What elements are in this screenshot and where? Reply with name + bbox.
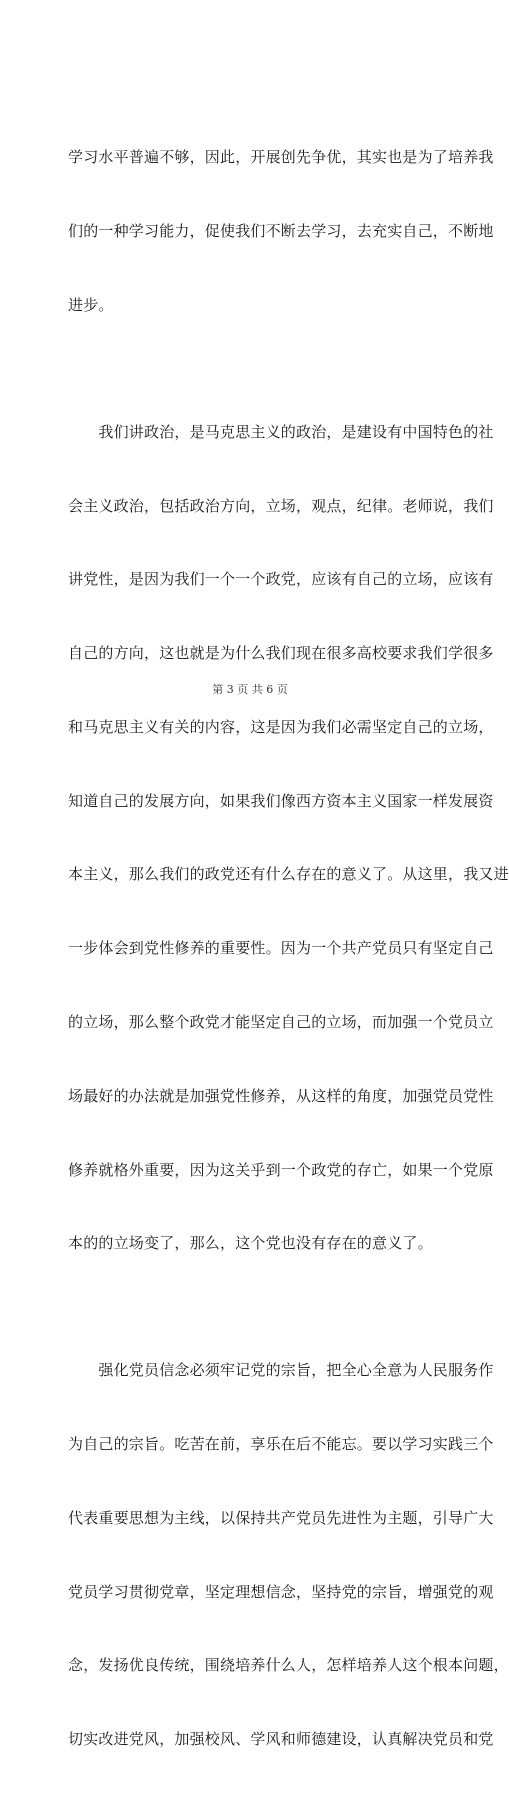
text-line: 强化党员信念必须牢记党的宗旨，把全心全意为人民服务作 (68, 1361, 494, 1380)
text-line: 念，发扬优良传统，围绕培养什么人，怎样培养人这个根本问题， (68, 1656, 509, 1675)
text-line: 学习水平普遍不够，因此，开展创先争优，其实也是为了培养我 (68, 148, 494, 167)
text-line: 会主义政治，包括政治方向，立场，观点，纪律。老师说，我们 (68, 496, 494, 515)
paragraph-1 (68, 96, 494, 367)
text-line: 修养就格外重要，因为这关乎到一个政党的存亡，如果一个党原 (68, 1160, 494, 1179)
paragraph-3 (68, 1309, 509, 1801)
text-line: 本主义，那么我们的政党还有什么存在的意义了。从这里，我又进 (68, 865, 509, 884)
text-line: 为自己的宗旨。吃苦在前，享乐在后不能忘。要以学习实践三个 (68, 1435, 494, 1454)
text-line: 党员学习贯彻党章，坚定理想信念，坚持党的宗旨，增强党的观 (68, 1582, 494, 1601)
text-line: 我们讲政治，是马克思主义的政治，是建设有中国特色的社 (68, 422, 494, 441)
text-line: 的立场，那么整个政党才能坚定自己的立场，而加强一个党员立 (68, 1012, 494, 1031)
text-line: 切实改进党风，加强校风、学风和师德建设，认真解决党员和党 (68, 1730, 494, 1749)
text-line: 们的一种学习能力，促使我们不断去学习，去充实自己，不断地 (68, 221, 494, 240)
document-body (68, 96, 509, 1801)
text-line: 讲党性，是因为我们一个一个政党，应该有自己的立场，应该有 (68, 570, 494, 589)
text-line: 和马克思主义有关的内容，这是因为我们必需坚定自己的立场， (68, 717, 494, 736)
text-line: 知道自己的发展方向，如果我们像西方资本主义国家一样发展资 (68, 791, 494, 810)
page-number-label: 第 3 页 共 6 页 (212, 683, 288, 696)
text-line: 代表重要思想为主线，以保持共产党员先进性为主题，引导广大 (68, 1508, 494, 1527)
paragraph-2 (68, 371, 509, 1306)
text-line: 进步。 (68, 295, 114, 314)
text-line: 本的的立场变了，那么，这个党也没有存在的意义了。 (68, 1234, 433, 1253)
page-footer (0, 681, 500, 697)
text-line: 场最好的办法就是加强党性修养，从这样的角度，加强党员党性 (68, 1086, 494, 1105)
text-line: 一步体会到党性修养的重要性。因为一个共产党员只有坚定自己 (68, 939, 494, 958)
text-line: 自己的方向，这也就是为什么我们现在很多高校要求我们学很多 (68, 644, 494, 663)
